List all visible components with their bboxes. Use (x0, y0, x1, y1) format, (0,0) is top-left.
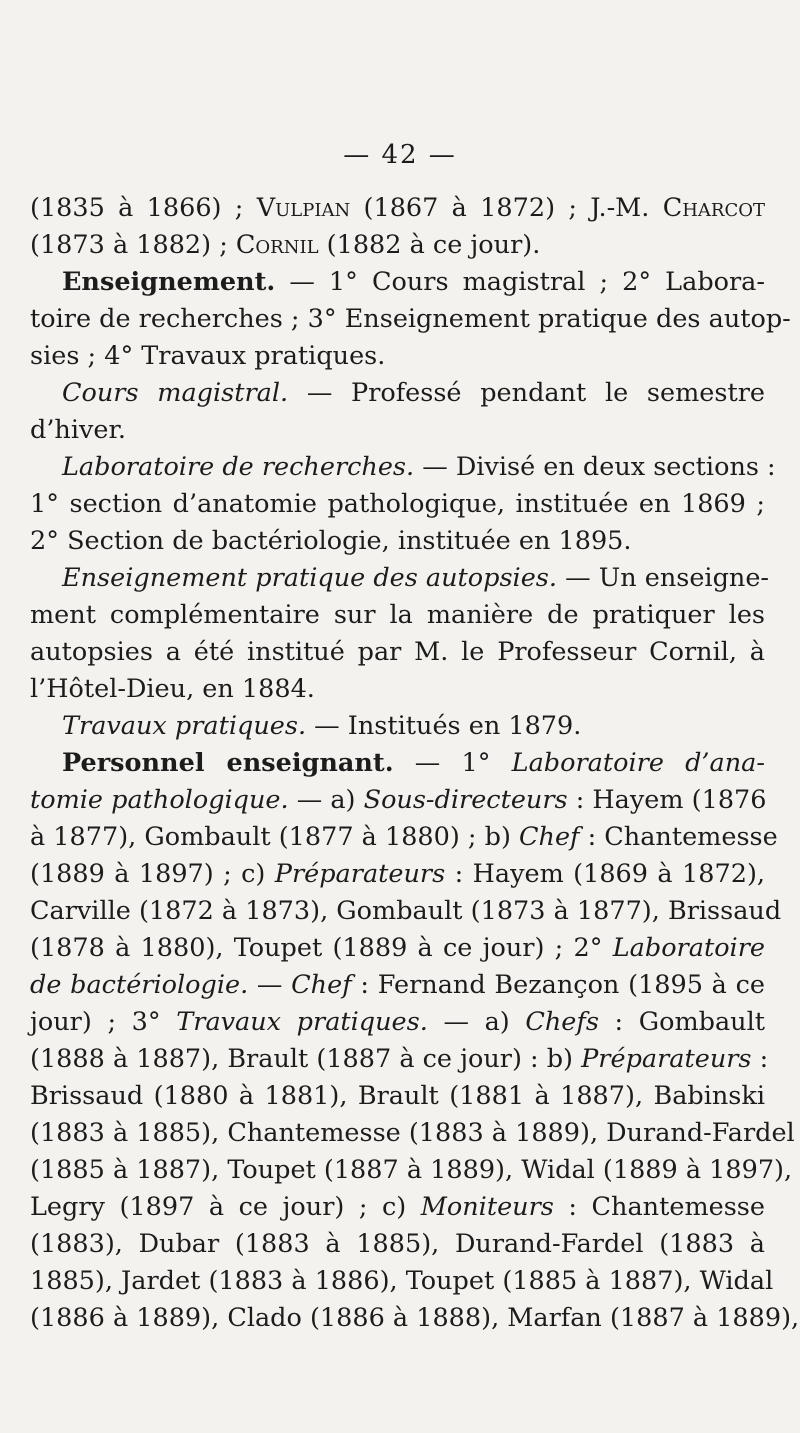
text-span: (1882 à ce jour). (318, 230, 541, 260)
text-line (30, 745, 765, 782)
text-span: — Professé pendant le semestre (288, 378, 765, 408)
text-span: d’hiver. (30, 415, 126, 445)
text-span: : (751, 1044, 769, 1074)
text-span: — 1° Cours magistral ; 2° Labora- (275, 267, 765, 297)
name-small-caps: Cornil (235, 230, 319, 260)
text-line (30, 893, 782, 930)
text-line (30, 1226, 765, 1263)
body-text (30, 190, 800, 1337)
text-span: — a) (427, 1007, 526, 1037)
text-span: l’Hôtel-Dieu, en 1884. (30, 674, 315, 704)
text-span: : Hayem (1876 (567, 785, 767, 815)
text-span: — a) (288, 785, 364, 815)
text-span: ment complémentaire sur la manière de pratiquer les (30, 600, 765, 630)
text-span: — Un enseigne- (557, 563, 770, 593)
text-line (30, 1078, 765, 1115)
text-line (30, 1041, 769, 1078)
italic-text: Moniteurs (420, 1192, 554, 1222)
text-span: 2° Section de bactériologie, instituée en 1895. (30, 526, 632, 556)
text-line (30, 1263, 774, 1300)
text-span: Carville (1872 à 1873), Gombault (1873 à 1877), Brissaud (30, 896, 782, 926)
text-line (30, 375, 765, 412)
text-line (30, 264, 765, 301)
text-span: (1835 à 1866) ; (30, 193, 257, 223)
text-line (30, 227, 765, 264)
text-span: : Chantemesse (579, 822, 778, 852)
page-number: — 42 — (343, 140, 457, 170)
italic-text: Cours magistral. (62, 378, 289, 408)
italic-text: Sous-directeurs (363, 785, 568, 815)
text-span: à 1877), Gombault (1877 à 1880) ; b) (30, 822, 520, 852)
text-line (30, 967, 765, 1004)
text-line (30, 486, 765, 523)
text-line (30, 930, 765, 967)
text-line (30, 782, 765, 819)
text-line (30, 819, 778, 856)
text-span: — Divisé en deux sections : (414, 452, 776, 482)
text-span: Brissaud (1880 à 1881), Brault (1881 à 1887), Babinski (30, 1081, 765, 1111)
text-span: : Gombault (598, 1007, 766, 1037)
italic-text: Travaux pratiques. (176, 1007, 428, 1037)
text-line (30, 708, 765, 745)
text-span: (1886 à 1889), Clado (1886 à 1888), Marfan (1887 à 1889), (30, 1303, 800, 1333)
section-heading: Personnel enseignant. (62, 748, 394, 778)
italic-text: Enseignement pratique des autopsies. (62, 563, 557, 593)
text-line (30, 190, 765, 227)
text-span: (1889 à 1897) ; c) (30, 859, 275, 889)
text-span: (1883), Dubar (1883 à 1885), Durand-Fardel (1883 à (30, 1229, 765, 1259)
text-span: (1883 à 1885), Chantemesse (1883 à 1889), Durand-Fardel (30, 1118, 795, 1148)
text-span: — 1° (393, 748, 512, 778)
italic-text: de bactériologie. (30, 970, 249, 1000)
text-span: (1885 à 1887), Toupet (1887 à 1889), Widal (1889 à 1897), (30, 1155, 793, 1185)
text-line (30, 449, 776, 486)
italic-text: Laboratoire d’ana- (511, 748, 765, 778)
text-line (30, 301, 791, 338)
text-line (30, 1115, 795, 1152)
text-span: : Chantemesse (553, 1192, 765, 1222)
text-span: (1867 à 1872) ; J.-M. (350, 193, 663, 223)
name-small-caps: Vulpian (256, 193, 351, 223)
italic-text: Préparateurs (274, 859, 446, 889)
text-line (30, 412, 765, 449)
text-line (30, 1152, 793, 1189)
text-line (30, 597, 765, 634)
text-span: — Institués en 1879. (306, 711, 582, 741)
text-line (30, 1189, 765, 1226)
text-span: sies ; 4° Travaux pratiques. (30, 341, 386, 371)
text-span: jour) ; 3° (30, 1007, 177, 1037)
italic-text: Laboratoire (612, 933, 765, 963)
text-span: : Hayem (1869 à 1872), (445, 859, 765, 889)
italic-text: Préparateurs (581, 1044, 752, 1074)
name-small-caps: Charcot (662, 193, 766, 223)
text-span: toire de recherches ; 3° Enseignement pratique des autop- (30, 304, 791, 334)
text-span: 1885), Jardet (1883 à 1886), Toupet (1885 à 1887), Widal (30, 1266, 774, 1296)
text-span: (1878 à 1880), Toupet (1889 à ce jour) ; 2° (30, 933, 613, 963)
italic-text: Travaux pratiques. (62, 711, 307, 741)
text-span: Legry (1897 à ce jour) ; c) (30, 1192, 421, 1222)
text-line (30, 523, 765, 560)
text-line (30, 671, 765, 708)
text-line (30, 1300, 800, 1337)
italic-text: tomie pathologique. (30, 785, 289, 815)
text-line (30, 560, 770, 597)
text-span: : Fernand Bezançon (1895 à ce (351, 970, 765, 1000)
italic-text: Chef (519, 822, 580, 852)
text-line (30, 338, 765, 375)
italic-text: Laboratoire de recherches. (62, 452, 415, 482)
text-span: 1° section d’anatomie pathologique, instituée en 1869 ; (30, 489, 765, 519)
text-span: (1873 à 1882) ; (30, 230, 236, 260)
text-line (30, 634, 765, 671)
text-span: autopsies a été institué par M. le Professeur Cornil, à (30, 637, 765, 667)
text-line (30, 856, 765, 893)
text-span: — (248, 970, 292, 1000)
italic-text: Chefs (525, 1007, 599, 1037)
text-span: (1888 à 1887), Brault (1887 à ce jour) : b) (30, 1044, 582, 1074)
italic-text: Chef (291, 970, 352, 1000)
text-line (30, 1004, 765, 1041)
section-heading: Enseignement. (62, 267, 276, 297)
